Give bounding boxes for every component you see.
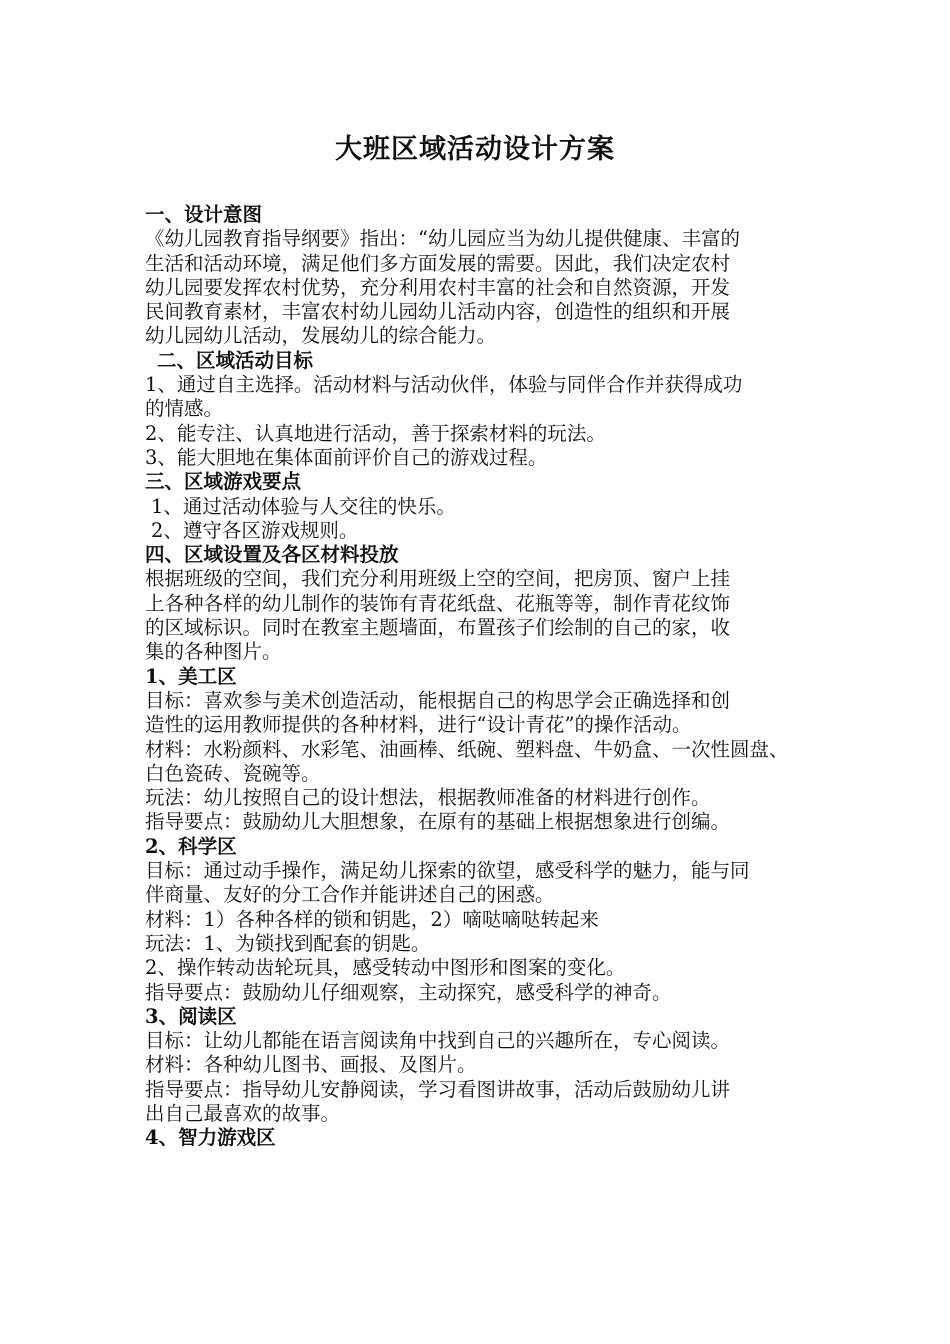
paragraph-line: 3、能大胆地在集体面前评价自己的游戏过程。 [145, 445, 548, 469]
paragraph-line: 玩法：幼儿按照自己的设计想法，根据教师准备的材料进行创作。 [145, 786, 711, 810]
paragraph-line: 上各种各样的幼儿制作的装饰有青花纸盘、花瓶等等，制作青花纹饰 [145, 591, 731, 615]
paragraph-line: 目标：喜欢参与美术创造活动，能根据自己的构思学会正确选择和创 [145, 688, 731, 712]
paragraph-line: 2、遵守各区游戏规则。 [151, 518, 359, 542]
paragraph-line: 1、通过活动体验与人交往的快乐。 [151, 494, 456, 518]
paragraph-line: 指导要点：鼓励幼儿仔细观察，主动探究，感受科学的神奇。 [145, 980, 672, 1004]
paragraph-line: 造性的运用教师提供的各种材料，进行“设计青花”的操作活动。 [145, 713, 692, 737]
section-heading: 二、区域活动目标 [157, 348, 314, 372]
paragraph-line: 白色瓷砖、瓷碗等。 [145, 761, 321, 785]
paragraph-line: 目标：通过动手操作，满足幼儿探索的欲望，感受科学的魅力，能与同 [145, 859, 750, 883]
paragraph-line: 材料：水粉颜料、水彩笔、油画棒、纸碗、塑料盘、牛奶盒、一次性圆盘、 [145, 737, 789, 761]
section-heading: 三、区域游戏要点 [145, 470, 302, 494]
document-body [145, 203, 825, 1151]
paragraph-line: 材料：各种幼儿图书、画报、及图片。 [145, 1053, 477, 1077]
section-heading: 2、科学区 [145, 834, 237, 858]
paragraph-line: 指导要点：鼓励幼儿大胆想象，在原有的基础上根据想象进行创编。 [145, 810, 731, 834]
paragraph-line: 的区域标识。同时在教室主题墙面，布置孩子们绘制的自己的家，收 [145, 616, 731, 640]
paragraph-line: 生活和活动环境，满足他们多方面发展的需要。因此，我们决定农村 [145, 251, 731, 275]
paragraph-line: 幼儿园要发挥农村优势，充分利用农村丰富的社会和自然资源，开发 [145, 275, 731, 299]
paragraph-line: 2、操作转动齿轮玩具，感受转动中图形和图案的变化。 [145, 956, 626, 980]
paragraph-line: 指导要点：指导幼儿安静阅读，学习看图讲故事，活动后鼓励幼儿讲 [145, 1077, 731, 1101]
paragraph-line: 民间教育素材，丰富农村幼儿园幼儿活动内容，创造性的组织和开展 [145, 300, 731, 324]
paragraph-line: 1、通过自主选择。活动材料与活动伙伴，体验与同伴合作并获得成功 [145, 373, 743, 397]
paragraph-line: 玩法：1、为锁找到配套的钥匙。 [145, 931, 431, 955]
paragraph-line: 集的各种图片。 [145, 640, 282, 664]
paragraph-line: 材料：1）各种各样的锁和钥匙，2）嘀哒嘀哒转起来 [145, 907, 599, 931]
paragraph-line: 伴商量、友好的分工合作并能讲述自己的困惑。 [145, 883, 555, 907]
section-heading: 4、智力游戏区 [145, 1126, 276, 1150]
section-heading: 四、区域设置及各区材料投放 [145, 543, 399, 567]
document-title: 大班区域活动设计方案 [335, 134, 615, 165]
section-heading: 一、设计意图 [145, 203, 263, 226]
paragraph-line: 根据班级的空间，我们充分利用班级上空的空间，把房顶、窗户上挂 [145, 567, 731, 591]
paragraph-line: 出自己最喜欢的故事。 [145, 1101, 341, 1125]
section-heading: 3、阅读区 [145, 1004, 237, 1028]
paragraph-line: 的情感。 [145, 397, 224, 421]
paragraph-line: 目标：让幼儿都能在语言阅读角中找到自己的兴趣所在，专心阅读。 [145, 1029, 731, 1053]
paragraph-line: 《幼儿园教育指导纲要》指出：“幼儿园应当为幼儿提供健康、丰富的 [145, 227, 740, 251]
section-heading: 1、美工区 [145, 664, 237, 688]
paragraph-line: 2、能专注、认真地进行活动，善于探索材料的玩法。 [145, 421, 606, 445]
paragraph-line: 幼儿园幼儿活动，发展幼儿的综合能力。 [145, 324, 497, 348]
